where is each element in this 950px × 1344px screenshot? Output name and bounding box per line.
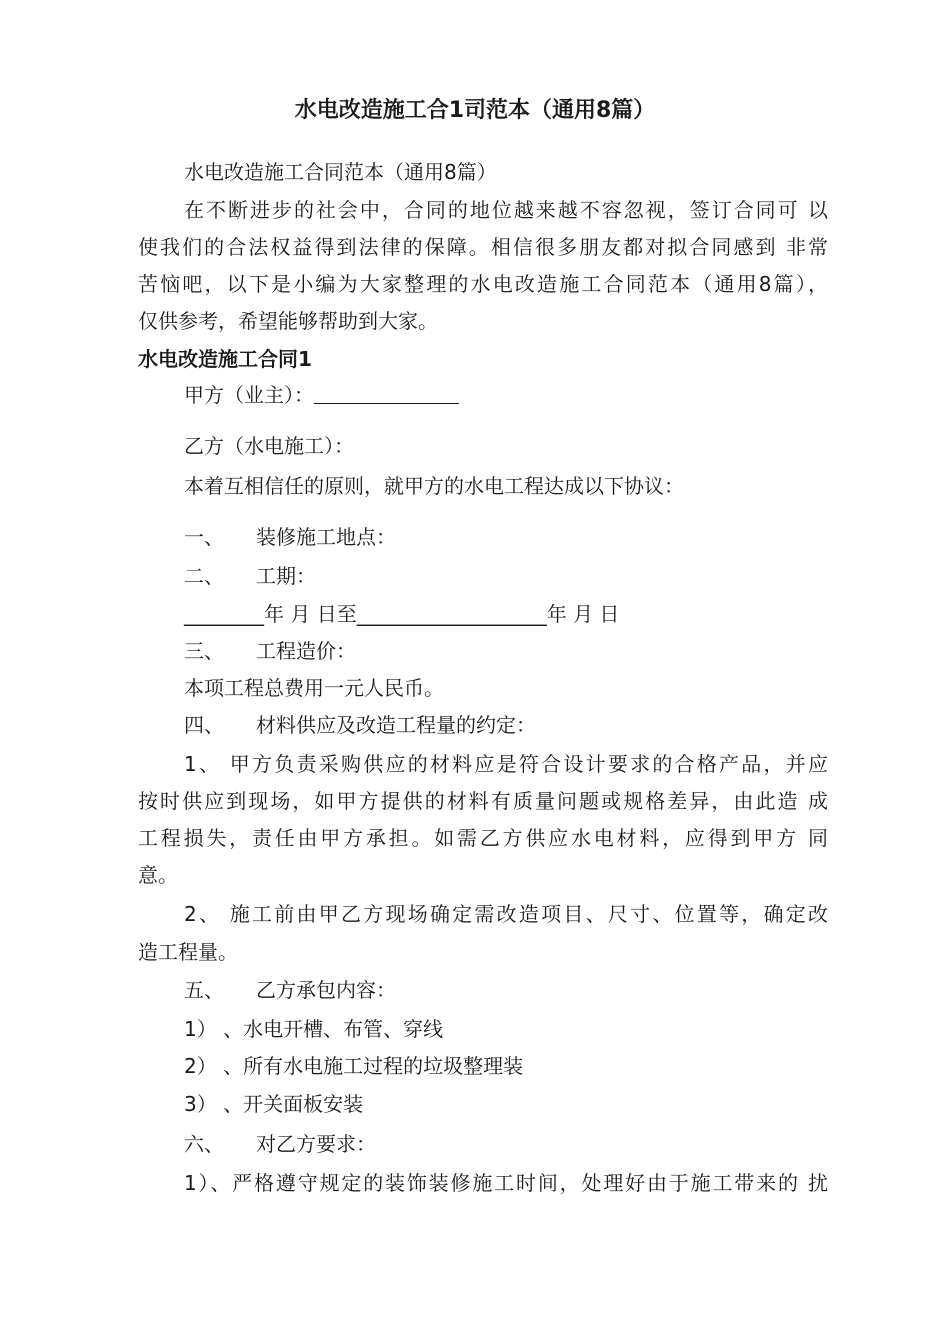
intro-line: 苦恼吧，以下是小编为大家整理的水电改造施工合同范本（通用8篇）， [138,272,828,296]
document-title: 水电改造施工合1司范本（通用8篇） [294,98,656,123]
section-text: 材料供应及改造工程量的约定： [256,713,536,737]
section-2 [184,563,828,589]
section-number: 五、 [184,978,224,1002]
section-text: 装修施工地点： [256,525,396,549]
paragraph-line: 造工程量。 [138,940,238,964]
cost-line: 本项工程总费用一元人民币。 [184,676,444,700]
paragraph-line: 2、 施工前由甲乙方现场确定需改造项目、尺寸、位置等，确定改 [184,902,828,926]
section-6 [184,1131,828,1157]
section-number: 一、 [184,525,224,549]
section-text: 工程造价： [256,639,356,663]
section-text: 工期： [256,564,316,588]
section-5 [184,977,828,1003]
party-a-blank [314,385,459,404]
party-b-label: 乙方（水电施工）： [184,434,354,458]
section-3 [184,638,828,664]
list-item: 1）、严格遵守规定的装饰装修施工时间，处理好由于施工带来的 扰 [184,1171,828,1195]
paragraph-line: 按时供应到现场，如甲方提供的材料有质量问题或规格差异，由此造 成 [138,789,828,813]
list-item: 2） 、所有水电施工过程的垃圾整理装 [184,1054,524,1078]
section-number: 三、 [184,639,224,663]
section-number: 六、 [184,1132,224,1156]
list-item: 3） 、开关面板安装 [184,1092,364,1116]
section-1 [184,524,828,550]
section-number: 二、 [184,564,224,588]
paragraph-line: 工程损失，责任由甲方承担。如需乙方供应水电材料，应得到甲方 同 [138,826,828,850]
section-text: 对乙方要求： [256,1132,376,1156]
section-text: 乙方承包内容： [256,978,396,1002]
party-a-label: 甲方（业主）： [184,383,314,407]
intro-line: 在不断进步的社会中，合同的地位越来越不容忽视，签订合同可 以 [184,198,828,222]
list-item: 1） 、水电开槽、布管、穿线 [184,1017,444,1041]
intro-subtitle: 水电改造施工合同范本（通用8篇） [184,160,497,184]
paragraph-line: 1、 甲方负责采购供应的材料应是符合设计要求的合格产品，并应 [184,752,828,776]
intro-line: 仅供参考，希望能够帮助到大家。 [138,309,438,333]
section-4 [184,712,828,738]
contract-heading: 水电改造施工合同1 [138,347,312,371]
section-number: 四、 [184,713,224,737]
paragraph-line: 意。 [138,863,178,887]
period-line: ________年 月 日至___________________年 月 日 [184,602,620,626]
preamble: 本着互相信任的原则，就甲方的水电工程达成以下协议： [184,474,684,498]
party-a-line [184,382,828,408]
intro-line: 使我们的合法权益得到法律的保障。相信很多朋友都对拟合同感到 非常 [138,235,828,259]
